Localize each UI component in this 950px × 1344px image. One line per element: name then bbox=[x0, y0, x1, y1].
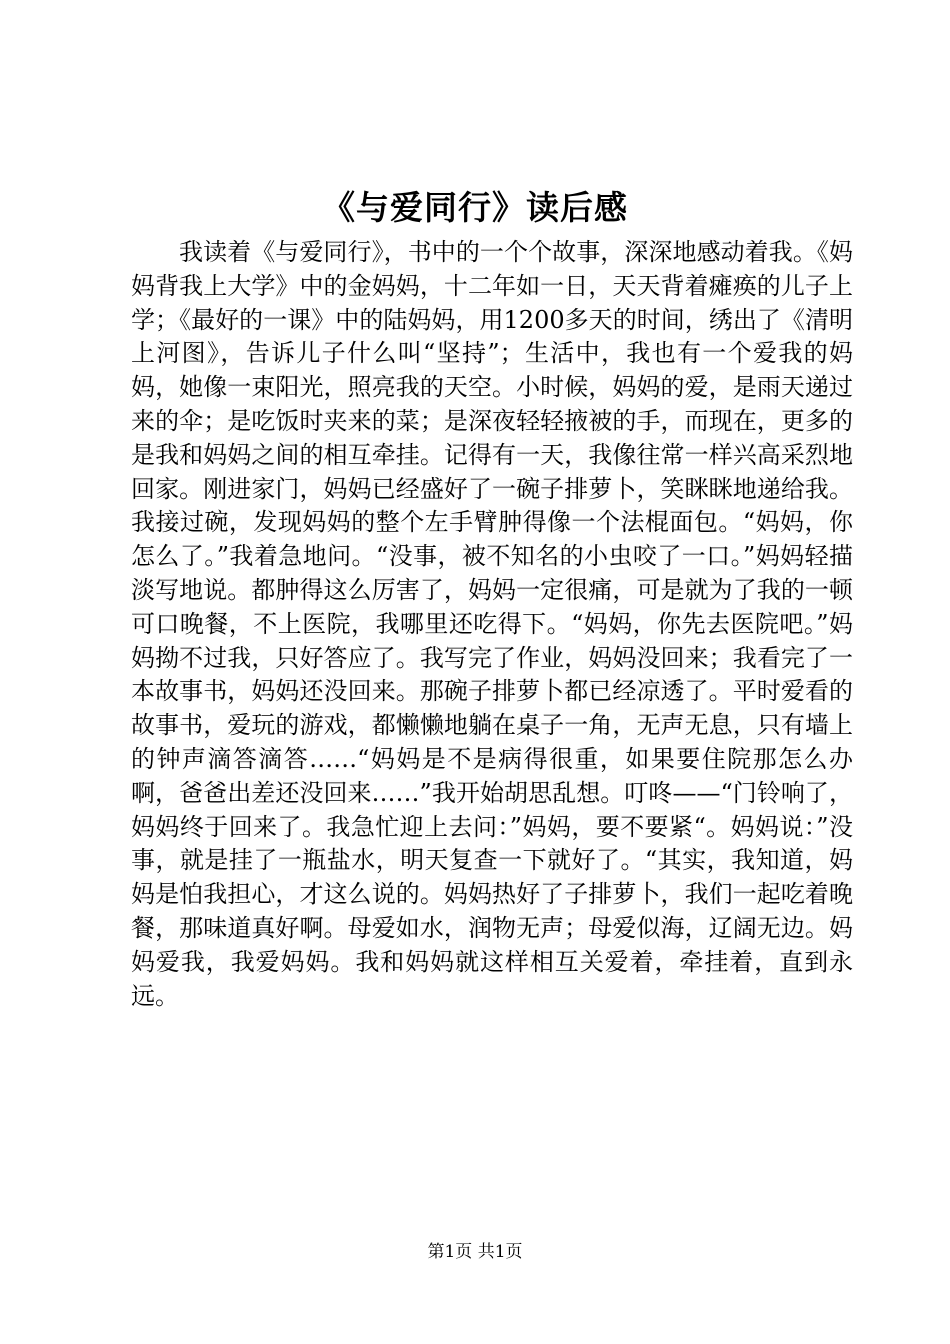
document-title: 《与爱同行》读后感 bbox=[322, 188, 628, 227]
document-body: 我读着《与爱同行》，书中的一个个故事，深深地感动着我。《妈妈背我上大学》中的金妈妈，十二年如一日，天天背着瘫痪的儿子上学；《最好的一课》中的陆妈妈，用1200多天的时间，绣出了《清明上河图》，告诉儿子什么叫“坚持”；生活中，我也有一个爱我的妈妈，她像一束阳光，照亮我的天空。小时候，妈妈的爱，是雨天递过来的伞；是吃饭时夹来的菜；是深夜轻轻掖被的手，而现在，更多的是我和妈妈之间的相互牵挂。记得有一天，我像往常一样兴高采烈地回家。刚进家门，妈妈已经盛好了一碗子排萝卜，笑眯眯地递给我。我接过碗，发现妈妈的整个左手臂肿得像一个法棍面包。“妈妈，你怎么了。”我着急地问。“没事，被不知名的小虫咬了一口。”妈妈轻描淡写地说。都肿得这么厉害了，妈妈一定很痛，可是就为了我的一顿可口晚餐，不上医院，我哪里还吃得下。“妈妈，你先去医院吧。”妈妈拗不过我，只好答应了。我写完了作业，妈妈没回来；我看完了一本故事书，妈妈还没回来。那碗子排萝卜都已经凉透了。平时爱看的故事书，爱玩的游戏，都懒懒地躺在桌子一角，无声无息，只有墙上的钟声滴答滴答……“妈妈是不是病得很重，如果要住院那怎么办啊，爸爸出差还没回来……”我开始胡思乱想。叮咚——“门铃响了，妈妈终于回来了。我急忙迎上去问：”妈妈，要不要紧“。妈妈说：”没事，就是挂了一瓶盐水，明天复查一下就好了。“其实，我知道，妈妈是怕我担心，才这么说的。妈妈热好了子排萝卜，我们一起吃着晚餐，那味道真好啊。母爱如水，润物无声；母爱似海，辽阔无边。妈妈爱我，我爱妈妈。我和妈妈就这样相互关爱着，牵挂着，直到永远。 bbox=[131, 238, 853, 1010]
page-footer: 第1页 共1页 bbox=[427, 1242, 523, 1262]
